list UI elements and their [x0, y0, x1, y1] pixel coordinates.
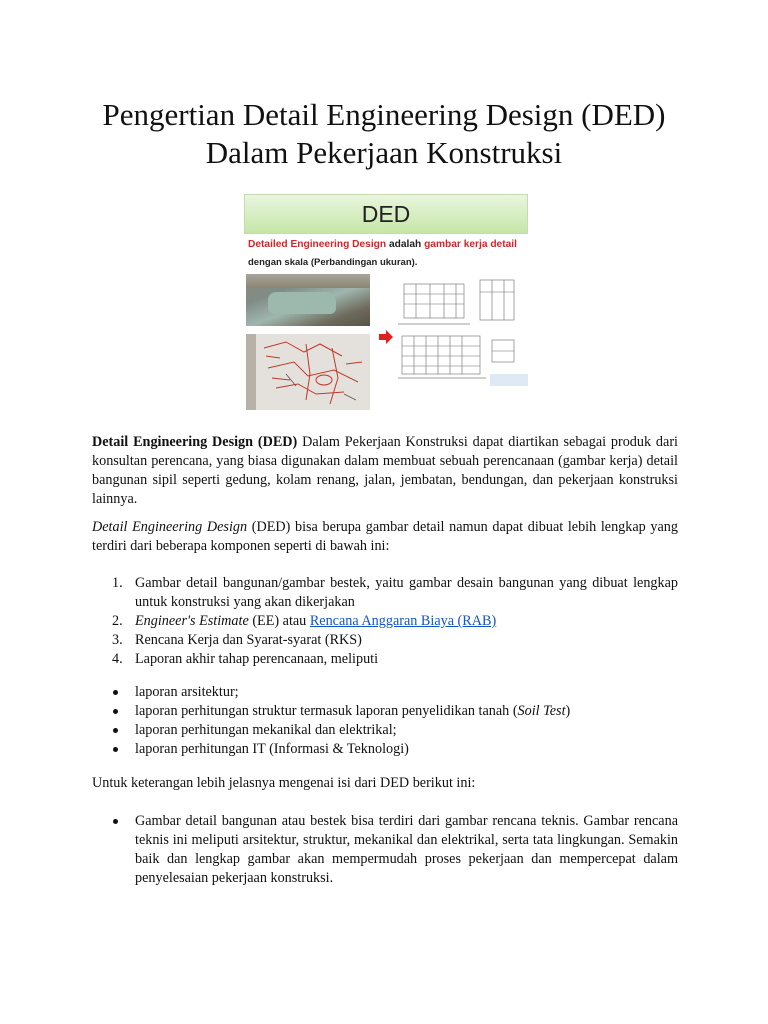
bullet-item — [92, 683, 678, 702]
paragraph-intro — [92, 433, 678, 509]
bullet-icon — [113, 709, 118, 714]
figure-caption-term: Detailed Engineering Design — [248, 239, 387, 250]
page-title — [60, 96, 708, 172]
list-number: 3. — [112, 632, 123, 648]
bullet-text: Gambar detail bangunan atau bestek bisa terdiri dari gambar rencana teknis. Gambar rencana teknis ini meliputi arsitektur, struktur, mekanikal dan elektrikal, serta tata lingkungan. Semakin baik dan lengkap gambar akan mempermudah proses pekerjaan dan mempercepat dalam penyelesaian pekerjaan konstruksi. — [135, 813, 678, 886]
list-item — [92, 612, 678, 631]
bullet-icon — [113, 690, 118, 695]
bullet-icon — [113, 728, 118, 733]
figure-caption-term-2: gambar kerja detail — [424, 239, 517, 250]
bullet-text-end: ) — [565, 703, 571, 719]
paragraph-details: Untuk keterangan lebih jelasnya mengenai isi dari DED berikut ini: — [92, 775, 476, 791]
list-item-text: Laporan akhir tahap perencanaan, meliputi — [135, 651, 379, 667]
components-text: (DED) bisa berupa gambar detail namun dapat dibuat lebih lengkap yang terdiri dari beberapa komponen seperti di bawah ini: — [92, 519, 678, 554]
drawing-note — [490, 374, 528, 386]
figure-caption-mid: adalah — [386, 239, 425, 250]
bullet-term: Soil Test — [517, 703, 566, 719]
figure-caption-line-2: dengan skala (Perbandingan ukuran). — [248, 257, 418, 268]
list-item-text: Rencana Kerja dan Syarat-syarat (RKS) — [135, 632, 362, 648]
title-line-1: Pengertian Detail Engineering Design (DED) — [102, 97, 666, 132]
figure-header: DED — [244, 194, 528, 234]
bullet-list-details — [92, 812, 678, 888]
bullet-item — [92, 740, 678, 759]
list-number: 4. — [112, 651, 123, 667]
list-item-text: Gambar detail bangunan/gambar bestek, yaitu gambar desain bangunan yang dibuat lengkap untuk konstruksi yang akan dikerjakan — [135, 575, 678, 610]
bullet-text: laporan arsitektur; — [135, 684, 239, 700]
bullet-text: laporan perhitungan mekanikal dan elektrikal; — [135, 722, 397, 738]
bullet-text: laporan perhitungan struktur termasuk laporan penyelidikan tanah ( — [135, 703, 518, 719]
list-item-text: (EE) atau — [248, 613, 310, 629]
ordered-list — [92, 574, 678, 669]
list-number: 2. — [112, 613, 123, 629]
bullet-item — [92, 702, 678, 721]
figure-caption-line-1 — [248, 239, 530, 250]
rab-link[interactable]: Rencana Anggaran Biaya (RAB) — [309, 613, 497, 629]
components-term: Detail Engineering Design — [92, 519, 248, 535]
bullet-item — [92, 721, 678, 740]
sketch-photo — [246, 334, 370, 410]
ded-figure — [244, 194, 528, 410]
site-photo — [246, 274, 370, 326]
intro-term: Detail Engineering Design (DED) — [92, 434, 298, 450]
bullet-list — [92, 683, 678, 759]
paragraph-components — [92, 518, 678, 556]
intro-text: Dalam Pekerjaan Konstruksi dapat diartikan sebagai produk dari konsultan perencana, yang biasa digunakan dalam membuat sebuah perencanaan (gambar kerja) detail bangunan sipil seperti gedung, kolam renang, jalan, jembatan, bendungan, dan pekerjaan konstruksi lainnya. — [92, 434, 678, 507]
title-line-2: Dalam Pekerjaan Konstruksi — [205, 135, 563, 170]
list-item-term: Engineer's Estimate — [135, 613, 249, 629]
bullet-item — [92, 812, 678, 888]
bullet-text: laporan perhitungan IT (Informasi & Teknologi) — [135, 741, 409, 757]
list-item — [92, 631, 678, 650]
arrow-right-icon — [378, 329, 394, 345]
bullet-icon — [113, 747, 118, 752]
list-number: 1. — [112, 575, 123, 591]
list-item — [92, 574, 678, 612]
bullet-icon — [113, 819, 118, 824]
technical-drawing — [396, 274, 528, 386]
list-item — [92, 650, 678, 669]
